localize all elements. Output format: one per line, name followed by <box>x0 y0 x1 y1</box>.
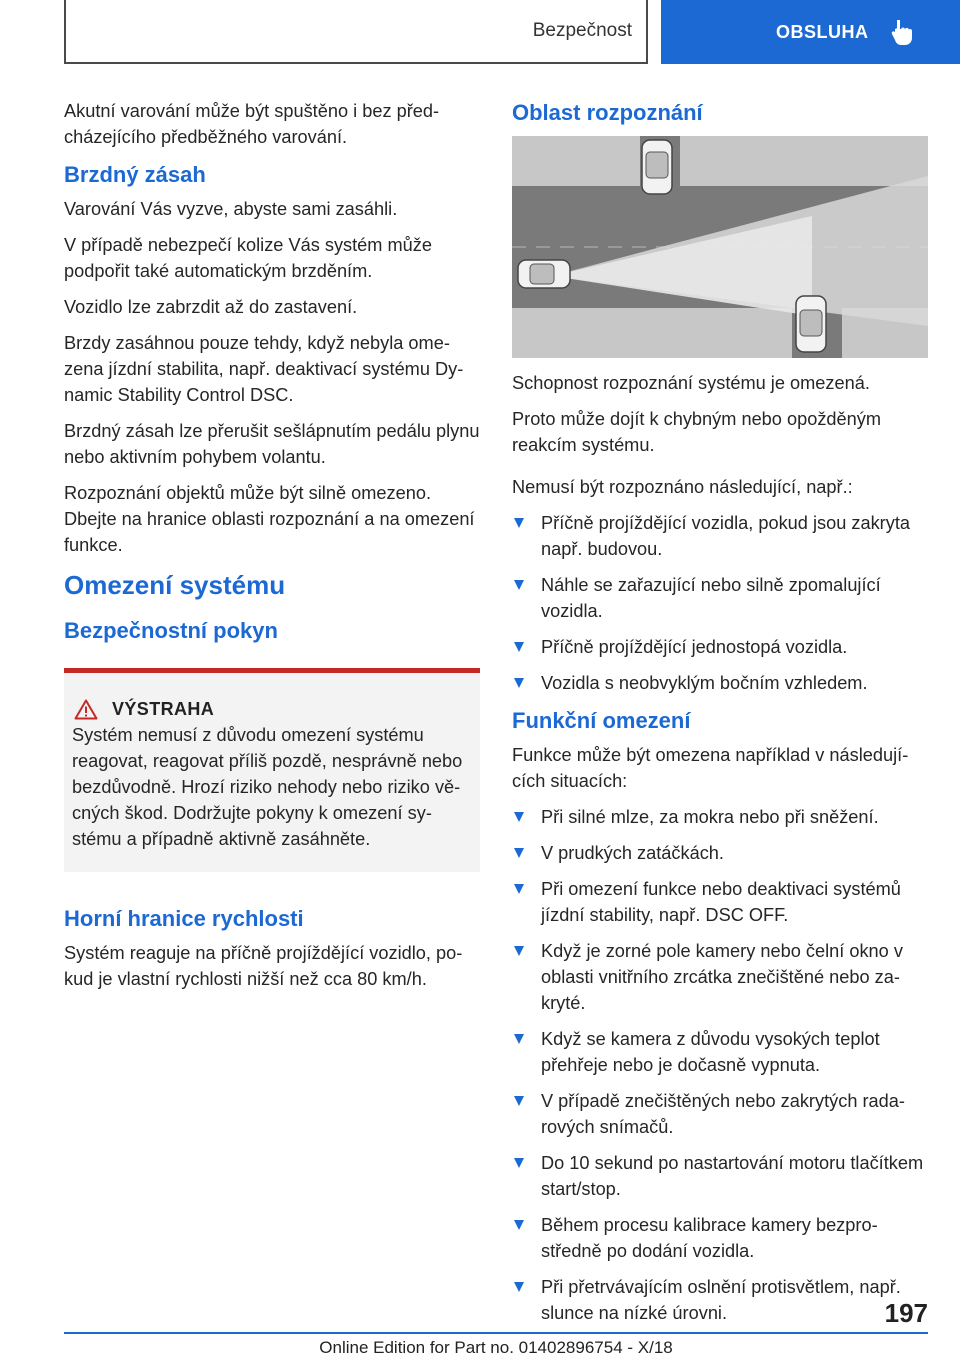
detect-paragraph-1: Schopnost rozpoznání systému je omezená. <box>512 373 870 393</box>
speed-heading: Horní hranice rychlosti <box>64 906 304 931</box>
triangle-bullet-icon <box>514 580 524 590</box>
list-item: V prudkých zatáčkách. <box>512 840 928 866</box>
triangle-bullet-icon <box>514 884 524 894</box>
warning-triangle-icon <box>74 699 98 720</box>
crossing-car-bottom <box>796 296 826 352</box>
warning-text: Systém nemusí z důvodu omezení systému reagovat, reagovat příliš pozdě, nesprávně nebo bezdůvodně. Hrozí riziko nehody nebo riziko věcných škod. Dodržujte pokyny k omezení systému a případně aktivně zasáhněte. <box>72 725 463 849</box>
func-limits-list <box>512 804 928 1326</box>
left-column <box>64 98 480 1002</box>
triangle-bullet-icon <box>514 1282 524 1292</box>
page-number: 197 <box>884 1298 928 1328</box>
list-item: Během procesu kalibrace kamery bezprostředně po dodání vozidla. <box>512 1212 928 1264</box>
list-item: Do 10 sekund po nastartování motoru tlačítkem start/stop. <box>512 1150 928 1202</box>
header-section-box <box>64 0 648 64</box>
triangle-bullet-icon <box>514 1220 524 1230</box>
list-item: Když je zorné pole kamery nebo čelní okno v oblasti vnitřního zrcátka znečištěné nebo zakryté. <box>512 938 928 1016</box>
triangle-bullet-icon <box>514 946 524 956</box>
intro-paragraph: Akutní varování může být spuštěno i bez předcházejícího předběžného varování. <box>64 101 440 147</box>
triangle-bullet-icon <box>514 1096 524 1106</box>
triangle-bullet-icon <box>514 1034 524 1044</box>
brake-heading: Brzdný zásah <box>64 162 206 187</box>
warning-box <box>64 668 480 872</box>
pointing-hand-icon <box>889 18 915 46</box>
brake-paragraph-6: Rozpoznání objektů může být silně omezeno. Dbejte na hranice oblasti rozpoznání a na omezení funkce. <box>64 483 475 555</box>
header-chapter-tab <box>661 0 960 64</box>
warning-label: VÝSTRAHA <box>112 699 215 719</box>
footer-divider <box>64 1332 928 1334</box>
list-item: Když se kamera z důvodu vysokých teplot přehřeje nebo je dočasně vypnuta. <box>512 1026 928 1078</box>
triangle-bullet-icon <box>514 518 524 528</box>
not-detected-list <box>512 510 928 696</box>
intersection-detection-area-illustration <box>512 136 928 358</box>
func-intro: Funkce může být omezena například v následujících situacích: <box>512 745 909 791</box>
safety-heading: Bezpečnostní pokyn <box>64 618 278 643</box>
detect-heading: Oblast rozpoznání <box>512 100 703 125</box>
brake-paragraph-1: Varování Vás vyzve, abyste sami zasáhli. <box>64 199 398 219</box>
footer-edition: Online Edition for Part no. 01402896754 - X/18 <box>319 1338 673 1357</box>
speed-paragraph: Systém reaguje na příčně projíždějící vozidlo, pokud je vlastní rychlosti nižší než cca 80 km/h. <box>64 943 463 989</box>
brake-paragraph-4: Brzdy zasáhnou pouze tehdy, když nebyla omezena jízdní stabilita, např. deaktivací systému Dynamic Stability Control DSC. <box>64 333 464 405</box>
limits-heading: Omezení systému <box>64 570 286 600</box>
triangle-bullet-icon <box>514 678 524 688</box>
triangle-bullet-icon <box>514 1158 524 1168</box>
list-item: Příčně projíždějící vozidla, pokud jsou zakryta např. budovou. <box>512 510 928 562</box>
brake-paragraph-3: Vozidlo lze zabrzdit až do zastavení. <box>64 297 358 317</box>
brake-paragraph-2: V případě nebezpečí kolize Vás systém může podpořit také automatickým brzděním. <box>64 235 432 281</box>
list-item: Při přetrvávajícím oslnění protisvětlem, např. slunce na nízké úrovni. <box>512 1274 928 1326</box>
triangle-bullet-icon <box>514 848 524 858</box>
header-chapter-title: OBSLUHA <box>776 21 869 42</box>
list-item: V případě znečištěných nebo zakrytých radarových snímačů. <box>512 1088 928 1140</box>
list-item: Příčně projíždějící jednostopá vozidla. <box>512 634 928 660</box>
triangle-bullet-icon <box>514 812 524 822</box>
own-car <box>518 260 570 288</box>
warning-header <box>72 699 472 720</box>
right-column <box>512 98 928 1336</box>
list-item: Náhle se zařazující nebo silně zpomalující vozidla. <box>512 572 928 624</box>
detect-paragraph-2: Proto může dojít k chybným nebo opožděným reakcím systému. <box>512 409 881 455</box>
list-item: Při silné mlze, za mokra nebo při sněžení. <box>512 804 928 830</box>
crossing-car-top <box>642 140 672 194</box>
header-section-title: Bezpečnost <box>532 20 632 41</box>
detect-paragraph-3: Nemusí být rozpoznáno následující, např.: <box>512 477 853 497</box>
triangle-bullet-icon <box>514 642 524 652</box>
list-item: Vozidla s neobvyklým bočním vzhledem. <box>512 670 928 696</box>
brake-paragraph-5: Brzdný zásah lze přerušit sešlápnutím pedálu plynu nebo aktivním pohybem volantu. <box>64 421 480 467</box>
list-item: Při omezení funkce nebo deaktivaci systémů jízdní stability, např. DSC OFF. <box>512 876 928 928</box>
func-heading: Funkční omezení <box>512 708 691 733</box>
